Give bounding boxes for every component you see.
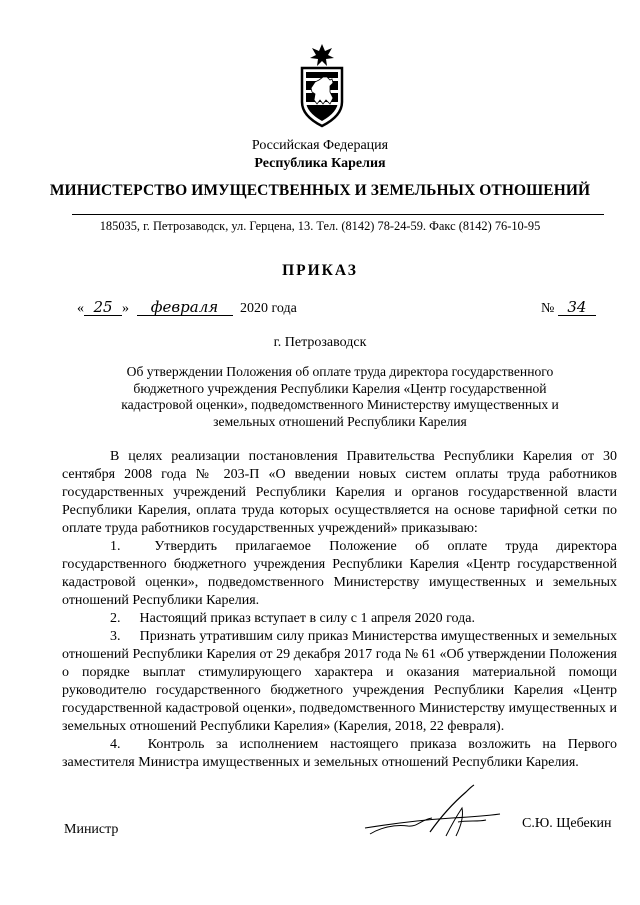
- item-number: 4.: [110, 737, 121, 752]
- order-date: [77, 299, 297, 317]
- date-month: февраля: [137, 299, 233, 316]
- number-value: 34: [558, 299, 596, 316]
- item-number: 1.: [110, 539, 121, 554]
- number-label: №: [541, 301, 555, 316]
- item-text: Утвердить прилагаемое Положение об оплате труда директора государственного бюджетного учреждения Республики Карелия «Центр государственной кадастровой оценки», подведомственного Министерству имущественных и земельных отношений Республики Карелия.: [62, 539, 617, 608]
- order-number: [541, 299, 596, 317]
- ministry-name: МИНИСТЕРСТВО ИМУЩЕСТВЕННЫХ И ЗЕМЕЛЬНЫХ ОТНОШЕНИЙ: [49, 182, 591, 199]
- list-item: [62, 628, 617, 736]
- order-body: [62, 448, 617, 772]
- signatory-role: Министр: [64, 822, 119, 837]
- country-name: Российская Федерация: [251, 138, 389, 153]
- list-item: [62, 538, 617, 610]
- item-text: Настоящий приказ вступает в силу с 1 апреля 2020 года.: [139, 611, 475, 626]
- ministry-address: 185035, г. Петрозаводск, ул. Герцена, 13. Тел. (8142) 78-24-59. Факс (8142) 76-10-95: [99, 219, 541, 233]
- item-number: 3.: [110, 629, 121, 644]
- header-divider: [72, 214, 604, 215]
- date-close-quote: »: [122, 301, 129, 316]
- handwritten-signature-icon: [360, 784, 510, 844]
- date-year: 2020 года: [240, 301, 297, 316]
- republic-name: Республика Карелия: [254, 156, 386, 171]
- document-type-title: ПРИКАЗ: [282, 262, 358, 279]
- date-day: 25: [84, 299, 122, 316]
- list-item: [62, 610, 617, 628]
- item-number: 2.: [110, 611, 121, 626]
- item-text: Признать утратившим силу приказ Министерства имущественных и земельных отношений Республики Карелия от 29 декабря 2017 года № 61 «Об утверждении Положения о порядке выплат стимулирующего характера и оказания материальной помощи руководителю государственного бюджетного учреждения Республики Карелия «Центр государственной кадастровой оценки», подведомственного Министерству имущественных и земельных отношений Республики Карелия» (Карелия, 2018, 22 февраля).: [62, 629, 617, 734]
- signatory-name: С.Ю. Щебекин: [522, 816, 612, 831]
- date-open-quote: «: [77, 301, 84, 316]
- coat-of-arms-icon: [299, 44, 345, 128]
- order-subject: Об утверждении Положения об оплате труда директора государственного бюджетного учреждения Республики Карелия «Центр государственной кадастровой оценки», подведомственного Министерству имущественных и земельных отношений Республики Карелия: [121, 364, 559, 429]
- list-item: [62, 736, 617, 772]
- order-city: г. Петрозаводск: [273, 335, 367, 350]
- item-text: Контроль за исполнением настоящего приказа возложить на Первого заместителя Министра имущественных и земельных отношений Республики Карелия.: [62, 737, 618, 770]
- preamble-paragraph: В целях реализации постановления Правительства Республики Карелия от 30 сентября 2008 года № 203-П «О введении новых систем оплаты труда работников государственных учреждений Республики Карелия и органов государственной власти Республики Карелия, оплата труда которых осуществляется на основе тарифной сетки по оплате труда работников государственных учреждений» приказываю:: [62, 449, 617, 536]
